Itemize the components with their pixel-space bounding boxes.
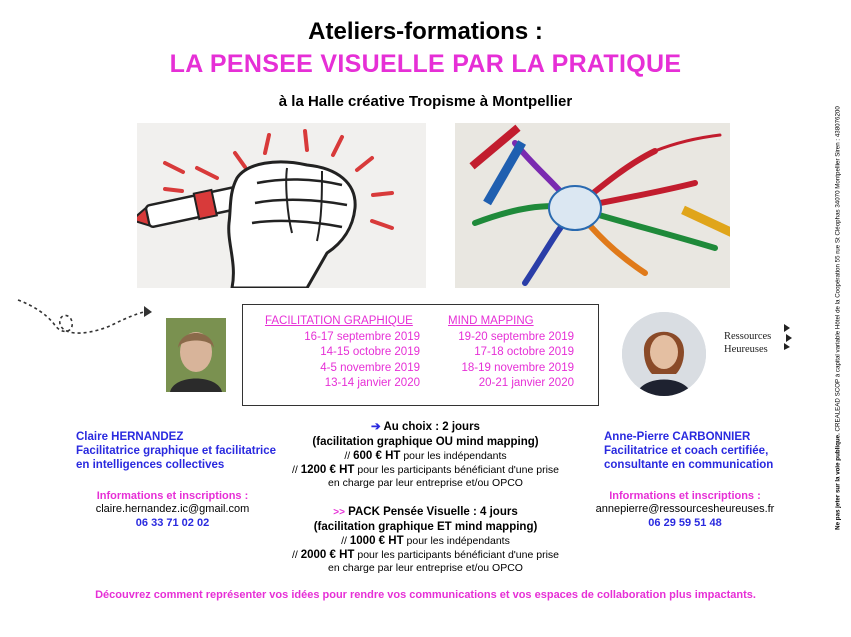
dates-box [242, 304, 599, 406]
logo-line-1: Ressources [724, 331, 772, 342]
choice-price-2 [268, 464, 583, 478]
choice-price-1-note: pour les indépendants [403, 450, 507, 462]
main-subtitle: LA PENSEE VISUELLE PAR LA PRATIQUE [169, 50, 682, 78]
choice-price-1-value: 600 € HT [353, 450, 401, 462]
choice-price-1 [268, 450, 583, 464]
dotted-loop-arrow [14, 292, 154, 342]
claire-name: Claire HERNANDEZ [76, 431, 184, 443]
anne-pierre-role-2: consultante en communication [604, 459, 774, 471]
date-item: 4-5 novembre 2019 [320, 361, 420, 374]
mindmapping-header: MIND MAPPING [448, 315, 534, 327]
anne-pierre-contact [572, 490, 798, 530]
slash-mark: // [344, 450, 351, 462]
date-item: 18-19 novembre 2019 [461, 361, 574, 374]
pack-price-1 [268, 535, 583, 549]
claire-info [76, 430, 296, 472]
date-item: 20-21 janvier 2020 [478, 377, 574, 389]
anne-pierre-name: Anne-Pierre CARBONNIER [604, 431, 751, 443]
anne-pierre-role-1: Facilitatrice et coach certifiée, [604, 445, 769, 457]
legal-bold: Ne pas jeter sur la voie publique. [834, 433, 842, 530]
choice-title-line [268, 420, 583, 435]
pack-price-2-value: 2000 € HT [300, 548, 355, 561]
anne-pierre-info-title: Informations et inscriptions : [609, 490, 761, 502]
choice-price-2-note-2: en charge par leur entreprise et/ou OPCO [328, 477, 523, 489]
slash-mark: // [291, 548, 298, 561]
claire-contact [60, 490, 285, 530]
slash-mark: // [341, 535, 347, 547]
pack-price-2-note-2: en charge par leur entreprise et/ou OPCO [328, 562, 523, 574]
choice-sub: (facilitation graphique OU mind mapping) [312, 436, 539, 448]
date-item: 13-14 janvier 2020 [324, 377, 420, 389]
facilitation-header: FACILITATION GRAPHIQUE [265, 315, 413, 327]
mind-map-photo [455, 123, 730, 288]
date-item: 17-18 octobre 2019 [474, 346, 574, 358]
pack-price-2 [268, 549, 583, 563]
claire-phone[interactable]: 06 33 71 02 02 [135, 517, 210, 529]
tagline: Découvrez comment représenter vos idées pour rendre vos communications et vos espaces de collaboration plus impactants. [95, 589, 756, 601]
claire-info-title: Informations et inscriptions : [96, 490, 249, 502]
ressources-heureuses-logo [724, 330, 794, 364]
legal-rest: CREALEAD SCOP à capital variable Hôtel de la Coopération 55 rue St Cléophas 34070 Montpellier Siren : 438076200 [834, 106, 842, 432]
pack-offer [268, 505, 583, 576]
choice-price-2-note: pour les participants bénéficiant d'une prise [357, 463, 560, 476]
anne-pierre-phone[interactable]: 06 29 59 51 48 [648, 517, 722, 529]
pack-title-line [268, 505, 583, 520]
choice-offer [268, 420, 583, 491]
choice-title: Au choix : 2 jours [383, 421, 480, 433]
logo-line-2: Heureuses [724, 344, 768, 355]
date-item: 14-15 octobre 2019 [320, 346, 420, 358]
date-item: 16-17 septembre 2019 [304, 330, 420, 343]
anne-pierre-photo [622, 312, 706, 396]
legal-notice [835, 38, 842, 598]
facilitation-dates [265, 314, 420, 392]
pack-sub: (facilitation graphique ET mind mapping) [313, 521, 538, 533]
pack-arrow: >> [333, 507, 345, 518]
mindmapping-dates [448, 314, 574, 392]
venue-line: à la Halle créative Tropisme à Montpellier [278, 93, 573, 110]
pack-title: PACK Pensée Visuelle : 4 jours [348, 506, 518, 518]
anne-pierre-email[interactable]: annepierre@ressourcesheureuses.fr [595, 503, 775, 515]
claire-photo [166, 318, 226, 392]
claire-role-1: Facilitatrice graphique et facilitatrice [76, 445, 277, 457]
slash-mark: // [291, 463, 298, 476]
date-item: 19-20 septembre 2019 [458, 330, 574, 343]
anne-pierre-info [604, 430, 824, 472]
pack-price-1-value: 1000 € HT [349, 535, 404, 547]
right-arrow-icon: ➔ [371, 421, 381, 433]
pack-price-2-note: pour les participants bénéficiant d'une prise [357, 548, 560, 561]
main-title: Ateliers-formations : [308, 18, 543, 45]
claire-email[interactable]: claire.hernandez.ic@gmail.com [95, 503, 250, 515]
fist-marker-illustration [137, 123, 426, 288]
pack-price-1-note: pour les indépendants [406, 535, 510, 547]
choice-price-2-value: 1200 € HT [300, 463, 355, 476]
claire-role-2: en intelligences collectives [76, 459, 225, 471]
